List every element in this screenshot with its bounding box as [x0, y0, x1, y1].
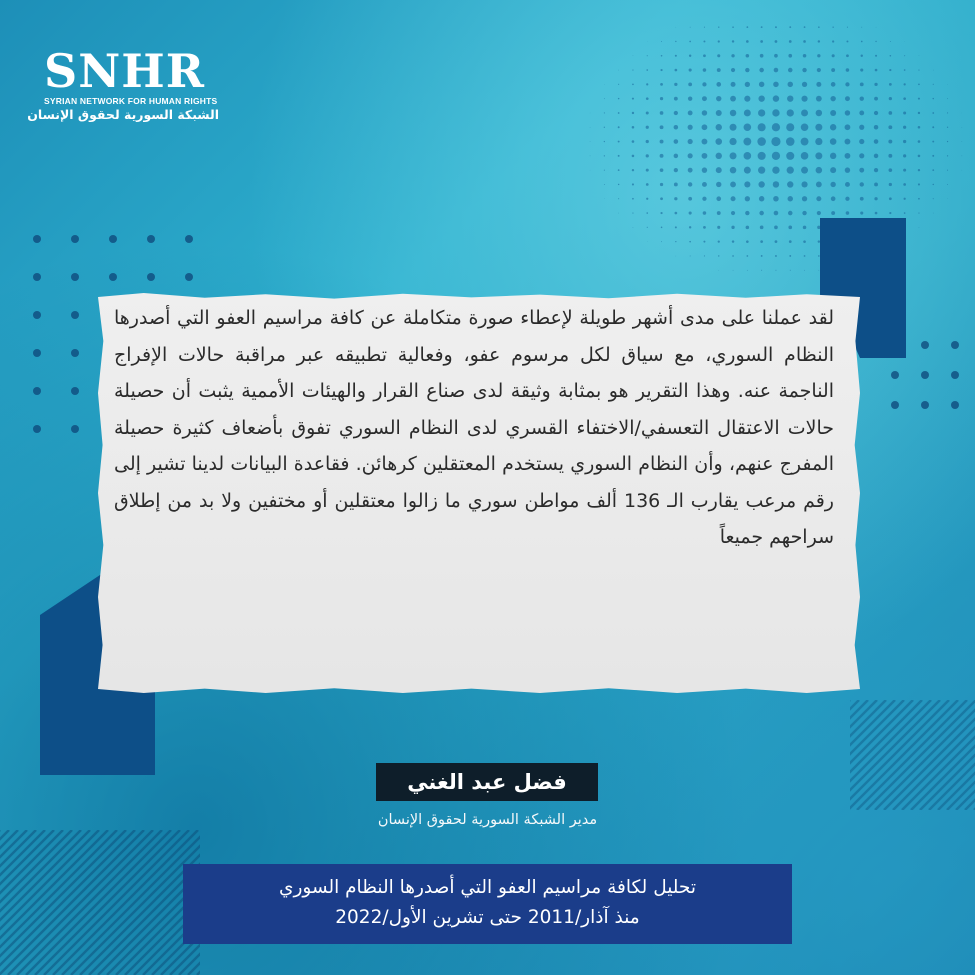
author-title: مدير الشبكة السورية لحقوق الإنسان — [377, 812, 598, 828]
stripe-pattern-right — [850, 700, 975, 810]
banner-line-1: تحليل لكافة مراسيم العفو التي أصدرها النظام السوري — [278, 877, 697, 898]
quote-text: لقد عملنا على مدى أشهر طويلة لإعطاء صورة متكاملة عن كافة مراسيم العفو التي أصدرها النظام السوري، مع سياق لكل مرسوم عفو، وفعالية تطبيقه عبر مراقبة حالات الإفراج الناجمة عنه. وهذا التقرير هو بمثابة وثيقة لدى صناع القرار والهيئات الأممية يثبت أن حصيلة حالات الاعتقال التعسفي/الاختفاء القسري لدى النظام السوري تفوق بأضعاف كثيرة حصيلة المفرج عنهم، وأن النظام السوري يستخدم المعتقلين كرهائن. فقاعدة البيانات لدينا تشير إلى رقم مرعب يقارب الـ 136 ألف مواطن سوري ما زالوا معتقلين أو مختفين ولا بد من إطلاق سراحهم جميعاً — [114, 307, 834, 548]
banner-line-2: منذ آذار/2011 حتى تشرين الأول/2022 — [335, 907, 640, 928]
logo-mark: SNHR — [44, 44, 205, 98]
logo-english-name: SYRIAN NETWORK FOR HUMAN RIGHTS — [44, 96, 218, 106]
stripe-pattern-bottom-left — [0, 830, 200, 975]
snhr-logo — [27, 44, 234, 122]
logo-arabic-name: الشبكة السورية لحقوق الإنسان — [27, 107, 219, 122]
report-banner — [183, 864, 792, 944]
author-name: فضل عبد الغني — [376, 763, 598, 801]
